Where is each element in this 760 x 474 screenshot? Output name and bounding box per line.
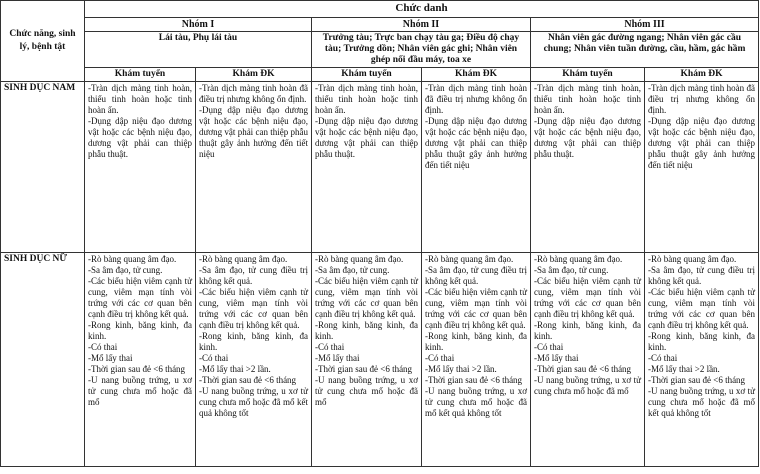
table-row-female	[1, 253, 759, 467]
male-periodic-item: -Tràn dịch màng tinh hoàn đã điều trị nhưng không ổn định.	[425, 83, 527, 115]
female-periodic-item: -Rong kinh, băng kinh, đa kinh.	[425, 331, 527, 352]
female-screening-item: -Thời gian sau đẻ <6 tháng	[534, 364, 632, 374]
male-screening-item: -Tràn dịch màng tinh hoàn, thiểu tinh hoàn hoặc tinh hoàn ẩn.	[315, 83, 418, 115]
female-screening-item: -Sa âm đạo, tử cung.	[315, 265, 390, 275]
group-1-roles: Lái tàu, Phụ lái tàu	[85, 32, 312, 68]
female-periodic-item: -Rong kinh, băng kinh, đa kinh.	[648, 331, 755, 352]
female-screening-item: -Có thai	[534, 342, 564, 352]
group-3-name: Nhóm III	[531, 18, 759, 32]
female-screening-item: -Mổ lấy thai	[315, 353, 360, 363]
female-periodic-item: -Có thai	[648, 353, 678, 363]
female-screening-item: -Các biểu hiện viêm cạnh tử cung, viêm mạn tính vòi trứng với các cơ quan bên cạnh điều trị không kết quả.	[88, 276, 192, 319]
row-label-male: SINH DỤC NAM	[1, 82, 85, 253]
female-periodic-item: -Rò bàng quang âm đạo.	[425, 254, 514, 264]
group-2-periodic-header: Khám ĐK	[422, 68, 531, 82]
female-periodic-item: -Có thai	[199, 353, 229, 363]
female-screening-item: -Rong kinh, băng kinh, đa kinh.	[88, 320, 192, 341]
female-screening-item: -U nang buồng trứng, u xơ tử cung chưa mổ hoặc đã mổ	[88, 375, 192, 407]
female-periodic-item: -Mổ lấy thai >2 lần.	[648, 364, 720, 374]
female-screening-item: -Rò bàng quang âm đạo.	[315, 254, 404, 264]
group-2-name: Nhóm II	[312, 18, 531, 32]
female-screening-item: -Có thai	[315, 342, 345, 352]
female-group-2-periodic	[422, 253, 531, 467]
female-periodic-item: -Sa âm đạo, tử cung điều trị không kết quả.	[425, 265, 527, 286]
female-periodic-item: -Mổ lấy thai >2 lần.	[425, 364, 497, 374]
female-screening-item: -Rò bàng quang âm đạo.	[88, 254, 177, 264]
female-screening-item: -Các biểu hiện viêm cạnh tử cung, viêm mạn tính vòi trứng với các cơ quan bên cạnh điều trị không kết quả.	[315, 276, 418, 319]
female-periodic-item: -U nang buồng trứng, u xơ tử cung chưa mổ hoặc đã mổ kết quả không tốt	[425, 386, 527, 418]
female-periodic-item: -U nang buồng trứng, u xơ tử cung chưa mổ hoặc đã mổ kết quả không tốt	[199, 386, 308, 418]
male-periodic-item: -Tràn dịch màng tinh hoàn đã điều trị nhưng không ổn định.	[648, 83, 755, 115]
female-screening-item: -Rong kinh, băng kinh, đa kinh.	[315, 320, 418, 341]
female-periodic-item: -Thời gian sau đẻ <6 tháng	[199, 375, 297, 385]
female-screening-item: -Thời gian sau đẻ <6 tháng	[88, 364, 186, 374]
male-group-3-screening	[531, 82, 645, 253]
male-group-2-screening	[312, 82, 422, 253]
female-periodic-item: -Rò bàng quang âm đạo.	[199, 254, 288, 264]
female-periodic-item: -Các biểu hiện viêm cạnh tử cung, viêm mạn tính vòi trứng với các cơ quan bên cạnh điều trị không kết quả.	[425, 287, 527, 330]
female-screening-item: -Mổ lấy thai	[534, 353, 579, 363]
male-group-1-screening	[85, 82, 196, 253]
female-periodic-item: -Thời gian sau đẻ <6 tháng	[425, 375, 523, 385]
male-periodic-item: -Dụng dập niệu đạo dương vật hoặc các bệnh niệu đạo, dương vật phải can thiệp phẫu thuật gây ảnh hưởng đến tiết niệu	[648, 116, 755, 170]
group-3-roles: Nhân viên gác đường ngang; Nhân viên gác cầu chung; Nhân viên tuần đường, cầu, hầm, gác hầm	[531, 32, 759, 68]
female-periodic-item: -Rong kinh, băng kinh, đa kinh.	[199, 331, 308, 352]
female-screening-item: -Có thai	[88, 342, 118, 352]
male-screening-item: -Dụng dập niệu đạo dương vật hoặc các bệnh niệu đạo, dương vật phải can thiệp phẫu thuật.	[88, 116, 192, 159]
female-screening-item: -Thời gian sau đẻ <6 tháng	[315, 364, 413, 374]
group-2-screening-header: Khám tuyển	[312, 68, 422, 82]
female-screening-item: -U nang buồng trứng, u xơ tử cung chưa mổ hoặc đã mổ	[534, 375, 641, 396]
female-screening-item: -Sa âm đạo, tử cung.	[534, 265, 609, 275]
female-periodic-item: -Các biểu hiện viêm cạnh tử cung, viêm mạn tính vòi trứng với các cơ quan bên cạnh điều trị không kết quả.	[199, 287, 308, 330]
male-screening-item: -Tràn dịch màng tinh hoàn, thiểu tinh hoàn hoặc tinh hoàn ẩn.	[88, 83, 192, 115]
male-screening-item: -Dụng dập niệu đạo dương vật hoặc các bệnh niệu đạo, dương vật phải can thiệp phẫu thuật.	[315, 116, 418, 159]
male-screening-item: -Dụng dập niệu đạo dương vật hoặc các bệnh niệu đạo, dương vật phải can thiệp phẫu thuật.	[534, 116, 641, 159]
male-periodic-item: -Tràn dịch màng tinh hoàn đã điều trị nhưng không ổn định.	[199, 83, 308, 104]
job-title-header: Chức danh	[85, 1, 759, 18]
function-header: Chức năng, sinh lý, bệnh tật	[1, 1, 85, 82]
female-periodic-item: -Các biểu hiện viêm cạnh tử cung, viêm mạn tính vòi trứng với các cơ quan bên cạnh điều trị không kết quả.	[648, 287, 755, 330]
female-group-2-screening	[312, 253, 422, 467]
female-screening-item: -Rong kinh, băng kinh, đa kinh.	[534, 320, 641, 341]
female-group-3-screening	[531, 253, 645, 467]
male-periodic-item: -Dụng dập niệu đạo dương vật hoặc các bệnh niệu đạo, dương vật phải can thiệp phẫu thuật gây ảnh hưởng đến tiết niệu	[199, 105, 308, 159]
male-group-2-periodic	[422, 82, 531, 253]
female-periodic-item: -U nang buồng trứng, u xơ tử cung chưa mổ hoặc đã mổ kết quả không tốt	[648, 386, 755, 418]
group-1-screening-header: Khám tuyển	[85, 68, 196, 82]
female-screening-item: -U nang buồng trứng, u xơ tử cung chưa mổ hoặc đã mổ	[315, 375, 418, 407]
row-label-female: SINH DỤC NỮ	[1, 253, 85, 467]
female-group-1-periodic	[196, 253, 312, 467]
table-row-male	[1, 82, 759, 253]
female-periodic-item: -Sa âm đạo, tử cung điều trị không kết quả.	[199, 265, 308, 286]
male-periodic-item: -Dụng dập niệu đạo dương vật hoặc các bệnh niệu đạo, dương vật phải can thiệp phẫu thuật gây ảnh hưởng đến tiết niệu	[425, 116, 527, 170]
female-periodic-item: -Mổ lấy thai >2 lần.	[199, 364, 271, 374]
group-1-name: Nhóm I	[85, 18, 312, 32]
male-screening-item: -Tràn dịch màng tinh hoàn, thiểu tinh hoàn hoặc tinh hoàn ẩn.	[534, 83, 641, 115]
female-periodic-item: -Có thai	[425, 353, 455, 363]
male-group-1-periodic	[196, 82, 312, 253]
female-screening-item: -Rò bàng quang âm đạo.	[534, 254, 623, 264]
group-3-periodic-header: Khám ĐK	[645, 68, 759, 82]
female-periodic-item: -Rò bàng quang âm đạo.	[648, 254, 737, 264]
female-group-3-periodic	[645, 253, 759, 467]
female-periodic-item: -Sa âm đạo, tử cung điều trị không kết quả.	[648, 265, 755, 286]
female-screening-item: -Các biểu hiện viêm cạnh tử cung, viêm mạn tính vòi trứng với các cơ quan bên cạnh điều trị không kết quả.	[534, 276, 641, 319]
group-1-periodic-header: Khám ĐK	[196, 68, 312, 82]
female-group-1-screening	[85, 253, 196, 467]
female-periodic-item: -Thời gian sau đẻ <6 tháng	[648, 375, 746, 385]
male-group-3-periodic	[645, 82, 759, 253]
group-3-screening-header: Khám tuyển	[531, 68, 645, 82]
female-screening-item: -Sa âm đạo, tử cung.	[88, 265, 163, 275]
female-screening-item: -Mổ lấy thai	[88, 353, 133, 363]
group-2-roles: Trưởng tàu; Trực ban chạy tàu ga; Điều độ chạy tàu; Trưởng dồn; Nhân viên gác ghi; Nhân viên ghép nối đầu máy, toa xe	[312, 32, 531, 68]
